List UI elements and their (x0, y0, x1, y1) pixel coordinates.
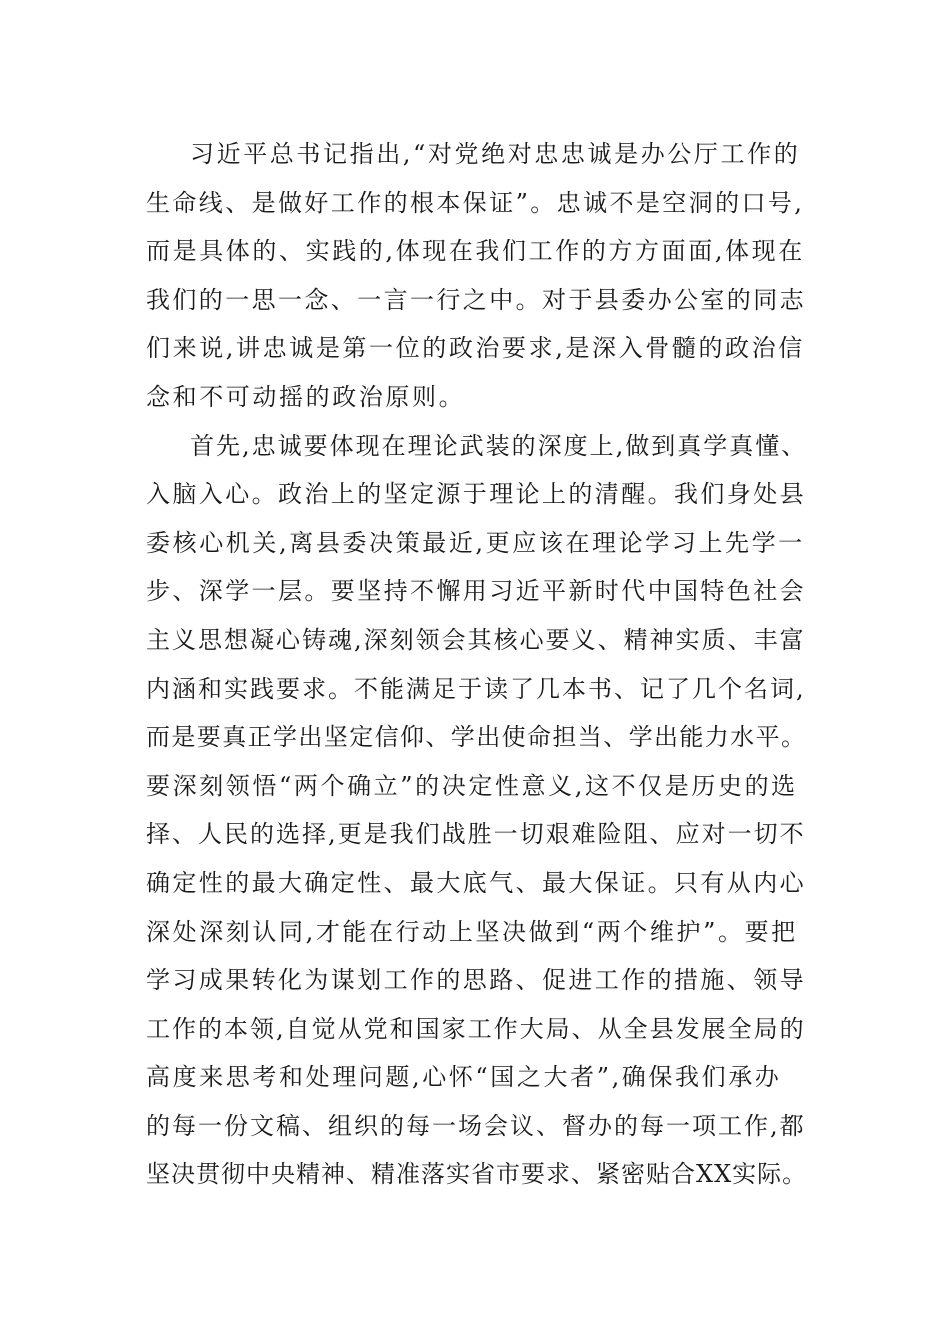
text-line: 深处深刻认同,才能在行动上坚决做到“两个维护”。要把 (146, 917, 798, 946)
text-line: 入脑入心。政治上的坚定源于理论上的清醒。我们身处县 (146, 480, 806, 509)
text-line: 习近平总书记指出,“对党绝对忠忠诚是办公厅工作的 (190, 140, 801, 168)
text-line: 步、深学一层。要坚持不懈用习近平新时代中国特色社会 (146, 577, 806, 606)
text-line: 我们的一思一念、一言一行之中。对于县委办公室的同志 (146, 285, 806, 314)
text-line: 坚决贯彻中央精神、精准落实省市要求、紧密贴合XX实际。 (146, 1160, 808, 1189)
text-line: 的每一份文稿、组织的每一场会议、督办的每一项工作,都 (146, 1111, 806, 1140)
text-line: 主义思想凝心铸魂,深刻领会其核心要义、精神实质、丰富 (146, 625, 806, 654)
text-line: 内涵和实践要求。不能满足于读了几本书、记了几个名词, (146, 674, 806, 703)
text-line: 学习成果转化为谋划工作的思路、促进工作的措施、领导 (146, 966, 806, 995)
text-line: 而是具体的、实践的,体现在我们工作的方方面面,体现在 (146, 237, 805, 266)
text-line: 而是要真正学出坚定信仰、学出使命担当、学出能力水平。 (146, 723, 807, 752)
text-line: 生命线、是做好工作的根本保证”。忠诚不是空洞的口号, (146, 188, 805, 217)
text-line: 择、人民的选择,更是我们战胜一切艰难险阻、应对一切不 (146, 820, 806, 849)
text-line: 们来说,讲忠诚是第一位的政治要求,是深入骨髓的政治信 (146, 334, 805, 363)
text-line: 工作的本领,自觉从党和国家工作大局、从全县发展全局的 (146, 1014, 806, 1043)
text-line: 委核心机关,离县委决策最近,更应该在理论学习上先学一 (146, 528, 805, 557)
text-line: 首先,忠诚要体现在理论武装的深度上,做到真学真懂、 (190, 431, 808, 460)
text-line: 确定性的最大确定性、最大底气、最大保证。只有从内心 (146, 868, 806, 897)
paragraph-theory-study (146, 422, 806, 1200)
document-body (146, 130, 806, 1199)
paragraph-loyalty-intro (146, 130, 806, 422)
text-line: 要深刻领悟“两个确立”的决定性意义,这不仅是历史的选 (146, 771, 798, 800)
text-line: 念和不可动摇的政治原则。 (146, 382, 466, 411)
text-line: 高度来思考和处理问题,心怀“国之大者”,确保我们承办 (146, 1063, 782, 1092)
